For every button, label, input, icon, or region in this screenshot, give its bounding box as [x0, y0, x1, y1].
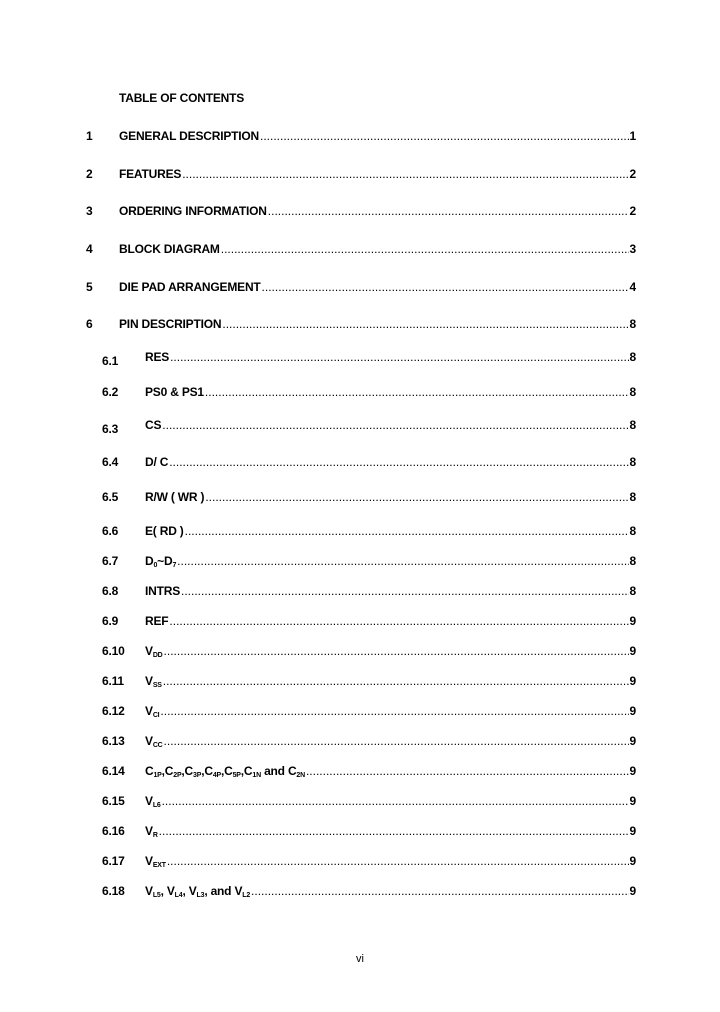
toc-entry-number: 6.5	[102, 490, 119, 504]
toc-entry-page: 8	[629, 418, 636, 432]
page-number-footer: vi	[356, 953, 364, 965]
toc-entry-number: 6.1	[102, 354, 119, 368]
dot-leader	[169, 455, 628, 469]
toc-entry-6-7[interactable]	[0, 554, 720, 570]
toc-entry-title: R/W ( $\overline{WR}$ )	[145, 490, 205, 504]
toc-entry-6-14[interactable]	[0, 764, 720, 780]
toc-entry-page: 9	[629, 704, 636, 718]
toc-entry-title: FEATURES	[119, 167, 182, 181]
toc-entry-6-3[interactable]	[0, 418, 720, 438]
toc-entry-number: 6.14	[102, 764, 125, 778]
toc-entry-title: PS0 & PS1	[145, 385, 204, 399]
dot-leader	[167, 854, 629, 868]
toc-entry-number: 6.16	[102, 824, 125, 838]
toc-entry-6-17[interactable]	[0, 854, 720, 870]
toc-entry-page: 8	[629, 490, 636, 504]
toc-entry-page: 9	[629, 764, 636, 778]
dot-leader	[159, 824, 629, 838]
toc-entry-page: 8	[629, 455, 636, 469]
dot-leader	[177, 554, 628, 568]
toc-entry-page: 9	[629, 614, 636, 628]
toc-entry-title: $V_{L6}$	[145, 794, 161, 808]
toc-entry-number: 6.7	[102, 554, 119, 568]
toc-entry-title: INTRS	[145, 584, 181, 598]
toc-entry-title: $V_{EXT}$	[145, 854, 166, 868]
toc-entry-title: $\overline{CS}$	[145, 418, 162, 432]
toc-entry-title: $V_{CC}$	[145, 734, 163, 748]
toc-entry-page: 1	[629, 129, 636, 143]
toc-entry-6-10[interactable]	[0, 644, 720, 660]
toc-entry-title: D/ C	[145, 455, 169, 469]
toc-entry-title: BLOCK DIAGRAM	[119, 242, 220, 256]
toc-entry-number: 2	[86, 167, 93, 181]
toc-entry-5[interactable]	[0, 280, 720, 296]
dot-leader	[163, 674, 629, 688]
toc-entry-page: 9	[629, 854, 636, 868]
toc-entry-6-11[interactable]	[0, 674, 720, 690]
toc-entry-6-16[interactable]	[0, 824, 720, 840]
toc-entry-page: 8	[629, 385, 636, 399]
toc-entry-title: $V_{DD}$	[145, 644, 163, 658]
dot-leader	[205, 490, 628, 504]
dot-leader	[222, 317, 628, 331]
toc-entry-page: 9	[629, 884, 636, 898]
dot-leader	[181, 584, 629, 598]
toc-entry-page: 8	[629, 317, 636, 331]
toc-entry-2[interactable]	[0, 167, 720, 183]
toc-entry-title: REF	[145, 614, 169, 628]
toc-entry-4[interactable]	[0, 242, 720, 258]
toc-entry-number: 4	[86, 242, 93, 256]
toc-entry-number: 6.15	[102, 794, 125, 808]
toc-entry-6-8[interactable]	[0, 584, 720, 600]
toc-entry-number: 6.10	[102, 644, 125, 658]
dot-leader	[205, 385, 629, 399]
toc-entry-title: PIN DESCRIPTION	[119, 317, 222, 331]
toc-entry-page: 4	[629, 280, 636, 294]
dot-leader	[262, 280, 629, 294]
dot-leader	[182, 167, 628, 181]
toc-entry-page: 2	[629, 204, 636, 218]
toc-entry-page: 3	[629, 242, 636, 256]
toc-entry-title: $V_{L5}$, $V_{L4}$, $V_{L3}$, and $V_{L2}$	[145, 884, 251, 898]
toc-entry-1[interactable]	[0, 129, 720, 145]
toc-entry-page: 8	[629, 584, 636, 598]
toc-entry-title: $C_{1P},C_{2P},C_{3P},C_{4P},C_{5P},C_{1N}$ and $C_{2N}$	[145, 764, 305, 778]
toc-entry-3[interactable]	[0, 204, 720, 220]
toc-entry-6-4[interactable]	[0, 455, 720, 471]
toc-entry-number: 6.9	[102, 614, 119, 628]
toc-entry-title: DIE PAD ARRANGEMENT	[119, 280, 261, 294]
toc-entry-page: 9	[629, 824, 636, 838]
toc-entry-6-15[interactable]	[0, 794, 720, 810]
toc-entry-number: 6.11	[102, 674, 124, 688]
dot-leader	[160, 704, 628, 718]
toc-entry-6-18[interactable]	[0, 884, 720, 900]
toc-entry-number: 6.3	[102, 422, 119, 436]
dot-leader	[268, 204, 629, 218]
toc-entry-title: $V_{CI}$	[145, 704, 160, 718]
toc-entry-number: 5	[86, 280, 93, 294]
toc-entry-title: $V_{SS}$	[145, 674, 162, 688]
toc-entry-page: 8	[629, 350, 636, 364]
toc-entry-number: 6.6	[102, 524, 119, 538]
dot-leader	[260, 129, 629, 143]
toc-entry-title: $D_0\sim D_7$	[145, 554, 177, 568]
dot-leader	[164, 644, 629, 658]
toc-entry-6-9[interactable]	[0, 614, 720, 630]
dot-leader	[306, 764, 629, 778]
dot-leader	[169, 614, 628, 628]
dot-leader	[221, 242, 629, 256]
dot-leader	[251, 884, 628, 898]
toc-entry-page: 2	[629, 167, 636, 181]
toc-entry-number: 3	[86, 204, 93, 218]
toc-entry-number: 6.17	[102, 854, 125, 868]
toc-entry-page: 9	[629, 794, 636, 808]
toc-entry-page: 9	[629, 734, 636, 748]
toc-entry-6-13[interactable]	[0, 734, 720, 750]
toc-entry-6-1[interactable]	[0, 350, 720, 370]
dot-leader	[170, 350, 628, 364]
toc-entry-number: 6.13	[102, 734, 125, 748]
toc-entry-number: 6.4	[102, 455, 119, 469]
toc-entry-6-5[interactable]	[0, 490, 720, 506]
dot-leader	[185, 524, 629, 538]
toc-entry-number: 6.2	[102, 385, 119, 399]
toc-entry-title: ORDERING INFORMATION	[119, 204, 267, 218]
toc-entry-number: 6.8	[102, 584, 119, 598]
toc-entry-number: 6	[86, 317, 93, 331]
toc-entry-title: GENERAL DESCRIPTION	[119, 129, 259, 143]
dot-leader	[162, 794, 629, 808]
toc-entry-6-6[interactable]	[0, 524, 720, 540]
toc-entry-6-12[interactable]	[0, 704, 720, 720]
toc-entry-6[interactable]	[0, 317, 720, 333]
toc-entry-number: 1	[86, 129, 93, 143]
toc-entry-number: 6.12	[102, 704, 125, 718]
toc-entry-title: $\overline{RES}$	[145, 350, 170, 364]
toc-entry-number: 6.18	[102, 884, 125, 898]
dot-leader	[164, 734, 629, 748]
toc-entry-title: E( $\overline{RD}$ )	[145, 524, 184, 538]
dot-leader	[162, 418, 628, 432]
toc-entry-page: 9	[629, 644, 636, 658]
toc-entry-page: 8	[629, 554, 636, 568]
toc-entry-page: 9	[629, 674, 636, 688]
toc-entry-title: $V_R$	[145, 824, 158, 838]
toc-entry-6-2[interactable]	[0, 385, 720, 401]
toc-entry-page: 8	[629, 524, 636, 538]
toc-title: TABLE OF CONTENTS	[119, 91, 245, 105]
